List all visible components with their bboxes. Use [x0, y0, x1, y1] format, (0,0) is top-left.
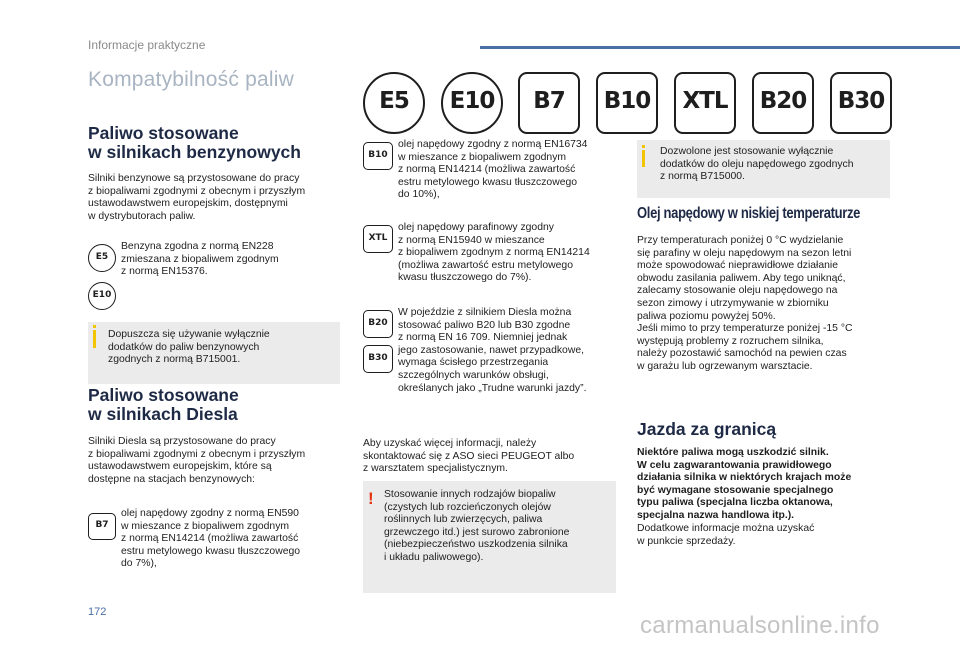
- b7-desc: olej napędowy zgodny z normą EN590 w mieszance z biopaliwem zgodnym z normą EN14214 (możliwa zawartość estru metylowego kwasu tłuszczowego do 7%),: [121, 508, 301, 570]
- badge-xtl: XTL: [363, 225, 393, 253]
- warning-text: Stosowanie innych rodzajów biopaliw (czystych lub rozcieńczonych olejów roślinnych lub zwierzęcych, paliwa grzewczego itd.) jest surowo zabronione (niebezpieczeństwo uszkodzenia silnika i układu paliwowego).: [384, 489, 570, 563]
- section-header: Informacje praktyczne: [88, 38, 206, 52]
- badge-b20: B20: [363, 310, 393, 338]
- cold-text: Przy temperaturach poniżej 0 °C wydzielanie się parafiny w oleju napędowym na sezon letni może spowodować nieprawidłowe działanie obwodu zasilania paliwem. Aby tego uniknąć, zalecamy stosowanie oleju napędowego na sezon zimowy i utrzymywanie w zbiorniku paliwa poziomu powyżej 50%. Jeśli mimo to przy temperaturze poniżej -15 °C występują problemy z rozruchem silnika, należy pozostawić samochód na pewien czas w garażu lub ogrzewanym warsztacie.: [637, 235, 853, 372]
- xtl-desc: olej napędowy parafinowy zgodny z normą EN15940 w mieszance z biopaliwem zgodnym z normą EN14214 (możliwa zawartość estru metylowego kwasu tłuszczowego do 7%).: [398, 222, 590, 284]
- badge-b10: B10: [363, 142, 393, 170]
- info-icon: [93, 330, 96, 348]
- petrol-desc: Benzyna zgodna z normą EN228 zmieszana z biopaliwem zgodnym z normą EN15376.: [121, 241, 279, 278]
- badge-e5: E5: [88, 244, 116, 272]
- abroad-text: Dodatkowe informacje można uzyskać w punkcie sprzedaży.: [637, 523, 815, 547]
- abroad-bold-text: Niektóre paliwa mogą uszkodzić silnik. W celu zagwarantowania prawidłowego działania silnika w niektórych krajach może być wymagane stosowanie specjalnego typu paliwa (specjalna liczba oktanowa, specjalna nazwa handlowa itp.).: [637, 447, 852, 521]
- diesel-note: Dozwolone jest stosowanie wyłącznie dodatków do oleju napędowego zgodnych z normą B715000.: [660, 146, 854, 183]
- b10-desc: olej napędowy zgodny z normą EN16734 w mieszance z biopaliwem zgodnym z normą EN14214 (możliwa zawartość estru metylowego kwasu tłuszczowego do 10%),: [398, 139, 588, 201]
- petrol-note: Dopuszcza się używanie wyłącznie dodatków do paliw benzynowych zgodnych z normą B715001.: [108, 329, 270, 366]
- fuel-badge-b10: B10: [596, 72, 658, 134]
- page-title: Kompatybilność paliw: [88, 68, 294, 91]
- badge-b7: B7: [88, 513, 116, 540]
- cold-heading: Olej napędowy w niskiej temperaturze: [637, 205, 861, 222]
- b20-b30-desc: W pojeździe z silnikiem Diesla można stosować paliwo B20 lub B30 zgodne z normą EN 16 709. Niemniej jednak jego zastosowanie, nawet przypadkowe, wymaga ścisłego przestrzegania szczególnych warunków obsługi, określanych jako „Trudne warunki jazdy”.: [398, 307, 587, 394]
- petrol-heading: Paliwo stosowane w silnikach benzynowych: [88, 123, 301, 162]
- fuel-badge-e5: E5: [363, 72, 425, 134]
- page-number: 172: [88, 606, 107, 618]
- petrol-intro: Silniki benzynowe są przystosowane do pracy z biopaliwami zgodnymi z obecnym i przyszłym ustawodawstwem europejskim, dostępnymi w dystrybutorach paliw.: [88, 173, 306, 222]
- fuel-badge-e10: E10: [441, 72, 503, 134]
- abroad-heading: Jazda za granicą: [637, 419, 777, 439]
- more-info: Aby uzyskać więcej informacji, należy skontaktować się z ASO sieci PEUGEOT albo z warsztatem specjalistycznym.: [363, 438, 575, 475]
- badge-e10: E10: [88, 282, 116, 310]
- watermark: carmanualsonline.info: [640, 612, 880, 639]
- diesel-intro: Silniki Diesla są przystosowane do pracy z biopaliwami zgodnymi z obecnym i przyszłym ustawodawstwem europejskim, które są dostępne na stacjach benzynowych:: [88, 436, 306, 485]
- info-icon-dot: [642, 145, 645, 148]
- warning-icon: !: [368, 489, 374, 508]
- fuel-badge-b20: B20: [752, 72, 814, 134]
- fuel-badge-xtl: XTL: [674, 72, 736, 134]
- info-icon: [642, 150, 645, 167]
- badge-b30: B30: [363, 345, 393, 373]
- diesel-heading: Paliwo stosowane w silnikach Diesla: [88, 385, 239, 424]
- fuel-badge-b30: B30: [830, 72, 892, 134]
- info-icon-dot: [93, 325, 96, 328]
- fuel-badge-b7: B7: [518, 72, 580, 134]
- header-accent-line: [480, 46, 960, 49]
